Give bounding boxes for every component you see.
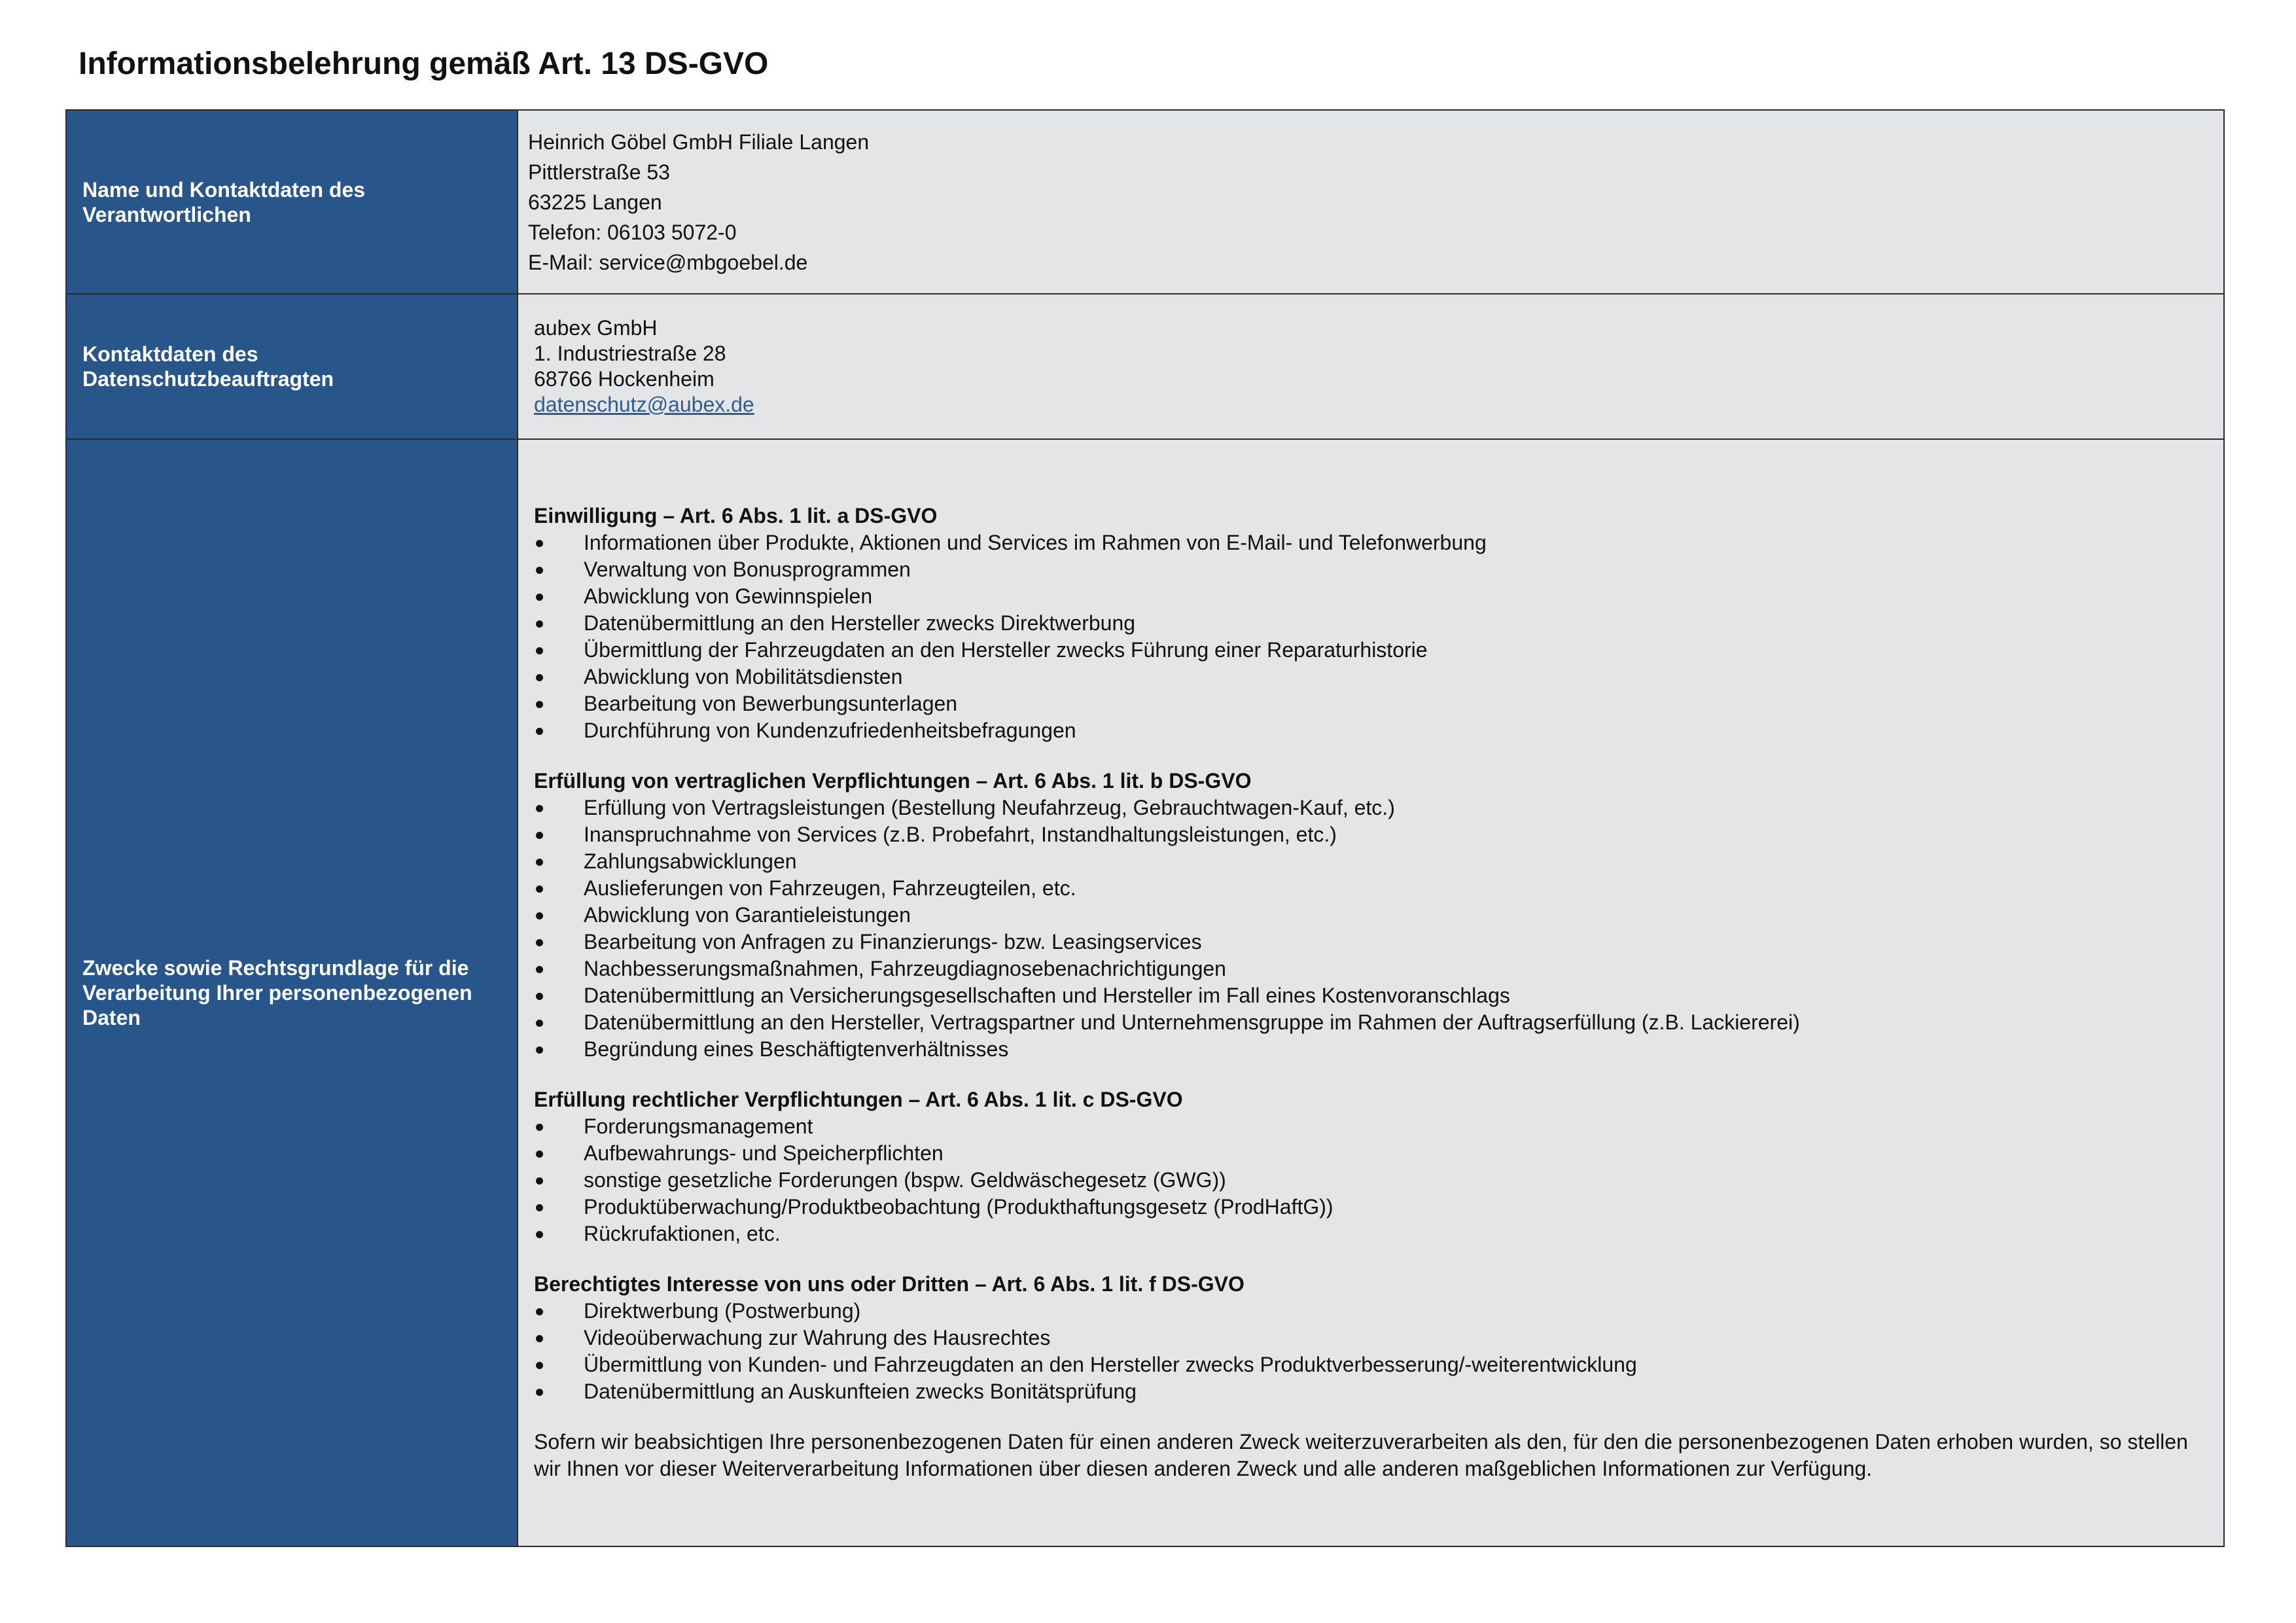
- bullet-icon: [536, 805, 543, 812]
- list-item-text: Verwaltung von Bonusprogrammen: [584, 558, 911, 581]
- list-item: [534, 929, 2209, 955]
- list-item: [534, 875, 2209, 902]
- street-address: Pittlerstraße 53: [528, 160, 670, 184]
- bullet-icon: [536, 1150, 543, 1158]
- section-heading: Erfüllung rechtlicher Verpflichtungen – Art. 6 Abs. 1 lit. c DS-GVO: [534, 1088, 1183, 1111]
- list-item: [534, 717, 2209, 744]
- list-item-text: Bearbeitung von Bewerbungsunterlagen: [584, 692, 958, 715]
- row-responsible: [66, 110, 2224, 294]
- list-item: [534, 1036, 2209, 1063]
- list-item: [534, 1325, 2209, 1351]
- list-item-text: Datenübermittlung an Versicherungsgesellschaften und Hersteller im Fall eines Kostenvoranschlags: [584, 984, 1510, 1007]
- list-item-text: Datenübermittlung an Auskunfteien zwecks Bonitätsprüfung: [584, 1380, 1137, 1403]
- section-heading: Berechtigtes Interesse von uns oder Dritten – Art. 6 Abs. 1 lit. f DS-GVO: [534, 1272, 1245, 1296]
- list-item-text: Auslieferungen von Fahrzeugen, Fahrzeugteilen, etc.: [584, 876, 1076, 900]
- closing-paragraph: Sofern wir beabsichtigen Ihre personenbezogenen Daten für einen anderen Zweck weiterzuverarbeiten als den, für den die personenbezogenen Daten erhoben wurden, so stellen wir Ihnen vor dieser Weiterverarbeitung Informationen über diesen anderen Zweck und alle anderen maßgeblichen Informationen zur Verfügung.: [534, 1430, 2188, 1480]
- bullet-icon: [536, 832, 543, 839]
- list-item: [534, 690, 2209, 717]
- list-item-text: Begründung eines Beschäftigtenverhältnisses: [584, 1037, 1009, 1061]
- list-item: [534, 1140, 2209, 1167]
- list-item: [534, 556, 2209, 583]
- list-item-text: Abwicklung von Mobilitätsdiensten: [584, 665, 903, 688]
- list-item: [534, 1351, 2209, 1378]
- bullet-icon: [536, 939, 543, 946]
- list-item: [534, 902, 2209, 929]
- bullet-icon: [536, 594, 543, 601]
- list-item: [534, 529, 2209, 556]
- bullet-icon: [536, 993, 543, 1000]
- bullet-icon: [536, 567, 543, 574]
- list-item-text: Durchführung von Kundenzufriedenheitsbefragungen: [584, 719, 1076, 742]
- bullet-icon: [536, 1124, 543, 1131]
- row-purposes: [66, 439, 2224, 1546]
- purpose-list: [534, 1298, 2209, 1405]
- purpose-list: [534, 1113, 2209, 1247]
- bullet-icon: [536, 701, 543, 708]
- bullet-icon: [536, 1020, 543, 1027]
- list-item-text: Erfüllung von Vertragsleistungen (Bestellung Neufahrzeug, Gebrauchtwagen-Kauf, etc.): [584, 796, 1395, 819]
- list-item: [534, 1221, 2209, 1247]
- bullet-icon: [536, 1308, 543, 1315]
- list-item-text: Rückrufaktionen, etc.: [584, 1222, 781, 1245]
- bullet-icon: [536, 1204, 543, 1211]
- list-item: [534, 794, 2209, 821]
- row-data-protection-officer: [66, 294, 2224, 439]
- label-data-protection-officer: Kontaktdaten des Datenschutzbeauftragten: [66, 294, 518, 439]
- list-item-text: Abwicklung von Gewinnspielen: [584, 584, 873, 608]
- bullet-icon: [536, 1362, 543, 1369]
- bullet-icon: [536, 1231, 543, 1238]
- bullet-icon: [536, 1046, 543, 1054]
- list-item: [534, 1113, 2209, 1140]
- dpo-company-name: aubex GmbH: [534, 316, 658, 340]
- bullet-icon: [536, 620, 543, 628]
- list-item-text: Übermittlung von Kunden- und Fahrzeugdaten an den Hersteller zwecks Produktverbesserung/-weiterentwicklung: [584, 1353, 1637, 1376]
- purpose-list: [534, 529, 2209, 744]
- list-item: [534, 610, 2209, 637]
- phone-number: Telefon: 06103 5072-0: [528, 220, 737, 244]
- list-item-text: Inanspruchnahme von Services (z.B. Probefahrt, Instandhaltungsleistungen, etc.): [584, 823, 1337, 846]
- page-title: Informationsbelehrung gemäß Art. 13 DS-GVO: [79, 46, 769, 81]
- list-item: [534, 1009, 2209, 1036]
- responsible-contact-details: [518, 110, 2224, 294]
- information-table: [65, 109, 2225, 1547]
- list-item-text: Forderungsmanagement: [584, 1115, 813, 1138]
- list-item-text: Abwicklung von Garantieleistungen: [584, 903, 911, 927]
- list-item-text: Bearbeitung von Anfragen zu Finanzierungs- bzw. Leasingservices: [584, 930, 1202, 954]
- dpo-street-address: 1. Industriestraße 28: [534, 342, 726, 365]
- list-item-text: Nachbesserungsmaßnahmen, Fahrzeugdiagnosebenachrichtigungen: [584, 957, 1226, 980]
- bullet-icon: [536, 1335, 543, 1342]
- legal-basis-section: [534, 768, 2209, 1063]
- list-item: [534, 583, 2209, 610]
- section-heading: Erfüllung von vertraglichen Verpflichtungen – Art. 6 Abs. 1 lit. b DS-GVO: [534, 769, 1252, 793]
- list-item-text: Produktüberwachung/Produktbeobachtung (Produkthaftungsgesetz (ProdHaftG)): [584, 1195, 1333, 1219]
- list-item-text: Datenübermittlung an den Hersteller zwecks Direktwerbung: [584, 611, 1136, 635]
- list-item: [534, 1194, 2209, 1221]
- list-item: [534, 1378, 2209, 1405]
- bullet-icon: [536, 728, 543, 735]
- bullet-icon: [536, 885, 543, 893]
- postal-city: 63225 Langen: [528, 190, 662, 214]
- purpose-list: [534, 794, 2209, 1063]
- list-item: [534, 955, 2209, 982]
- list-item-text: Zahlungsabwicklungen: [584, 849, 797, 873]
- section-heading: Einwilligung – Art. 6 Abs. 1 lit. a DS-GVO: [534, 504, 938, 527]
- bullet-icon: [536, 540, 543, 547]
- label-responsible: Name und Kontaktdaten des Verantwortlichen: [66, 110, 518, 294]
- dpo-contact-details: [518, 294, 2224, 439]
- list-item-text: Übermittlung der Fahrzeugdaten an den Hersteller zwecks Führung einer Reparaturhistorie: [584, 638, 1428, 662]
- list-item: [534, 982, 2209, 1009]
- list-item-text: Videoüberwachung zur Wahrung des Hausrechtes: [584, 1326, 1051, 1349]
- list-item-text: sonstige gesetzliche Forderungen (bspw. Geldwäschegesetz (GWG)): [584, 1168, 1226, 1192]
- list-item: [534, 637, 2209, 664]
- purposes-content: [518, 439, 2224, 1546]
- list-item-text: Aufbewahrungs- und Speicherpflichten: [584, 1141, 944, 1165]
- list-item-text: Informationen über Produkte, Aktionen und Services im Rahmen von E-Mail- und Telefonwerbung: [584, 531, 1487, 554]
- company-name: Heinrich Göbel GmbH Filiale Langen: [528, 130, 870, 154]
- list-item: [534, 848, 2209, 875]
- bullet-icon: [536, 1177, 543, 1185]
- legal-basis-section: [534, 503, 2209, 744]
- list-item: [534, 1298, 2209, 1325]
- bullet-icon: [536, 647, 543, 654]
- list-item: [534, 664, 2209, 690]
- bullet-icon: [536, 912, 543, 919]
- legal-basis-section: [534, 1271, 2209, 1405]
- list-item: [534, 1167, 2209, 1194]
- label-purposes: Zwecke sowie Rechtsgrundlage für die Verarbeitung Ihrer personenbezogenen Daten: [66, 439, 518, 1546]
- email-address: E-Mail: service@mbgoebel.de: [528, 250, 808, 274]
- list-item-text: Datenübermittlung an den Hersteller, Vertragspartner und Unternehmensgruppe im Rahmen der Auftragserfüllung (z.B. Lackiererei): [584, 1010, 1800, 1034]
- dpo-postal-city: 68766 Hockenheim: [534, 367, 715, 391]
- bullet-icon: [536, 1389, 543, 1396]
- bullet-icon: [536, 674, 543, 681]
- list-item-text: Direktwerbung (Postwerbung): [584, 1299, 861, 1323]
- list-item: [534, 821, 2209, 848]
- legal-basis-section: [534, 1086, 2209, 1247]
- bullet-icon: [536, 859, 543, 866]
- dpo-email-link[interactable]: datenschutz@aubex.de: [534, 393, 754, 416]
- bullet-icon: [536, 966, 543, 973]
